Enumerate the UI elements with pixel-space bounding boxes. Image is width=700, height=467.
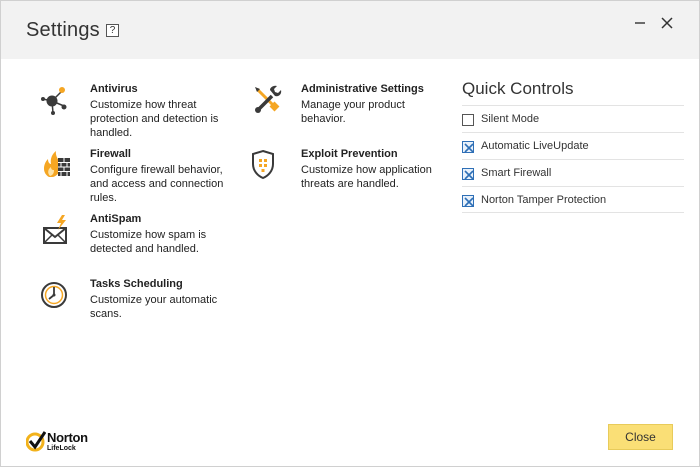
setting-description: Customize how application threats are handled. bbox=[301, 164, 432, 190]
antivirus-icon bbox=[40, 83, 74, 117]
quick-control-automatic-liveupdate[interactable] bbox=[462, 132, 684, 159]
minimize-button[interactable] bbox=[631, 13, 651, 33]
setting-name: AntiSpam bbox=[90, 213, 142, 225]
window-header bbox=[1, 1, 699, 59]
quick-control-silent-mode[interactable] bbox=[462, 105, 684, 132]
minimize-icon bbox=[631, 13, 651, 33]
silent-mode-checkbox[interactable] bbox=[462, 114, 474, 126]
setting-name: Firewall bbox=[90, 148, 131, 160]
quick-control-label: Silent Mode bbox=[481, 113, 540, 125]
setting-name: Exploit Prevention bbox=[301, 148, 398, 160]
tamper-protection-checkbox[interactable] bbox=[462, 195, 474, 207]
check-icon bbox=[463, 142, 475, 154]
page-title: Settings bbox=[26, 19, 100, 41]
quick-controls-list bbox=[462, 105, 684, 213]
setting-name: Antivirus bbox=[90, 83, 138, 95]
norton-checkmark-icon bbox=[26, 430, 46, 454]
setting-name: Tasks Scheduling bbox=[90, 278, 183, 290]
check-icon bbox=[463, 169, 475, 181]
help-button[interactable]: ? bbox=[106, 24, 119, 37]
clock-icon bbox=[40, 278, 74, 312]
brand-name: Norton bbox=[47, 430, 88, 445]
setting-name: Administrative Settings bbox=[301, 83, 424, 95]
quick-control-smart-firewall[interactable] bbox=[462, 159, 684, 186]
close-icon bbox=[657, 13, 677, 33]
setting-description: Customize how threat protection and detection is handled. bbox=[90, 99, 219, 139]
setting-description: Customize your automatic scans. bbox=[90, 294, 218, 320]
shield-icon bbox=[251, 148, 285, 182]
quick-controls-title: Quick Controls bbox=[462, 79, 574, 98]
window-close-button[interactable] bbox=[657, 13, 677, 33]
close-button[interactable]: Close bbox=[608, 424, 673, 450]
quick-control-label: Automatic LiveUpdate bbox=[481, 140, 589, 152]
norton-logo bbox=[26, 430, 101, 456]
setting-description: Configure firewall behavior, and access and connection rules. bbox=[90, 164, 224, 204]
smart-firewall-checkbox[interactable] bbox=[462, 168, 474, 180]
automatic-liveupdate-checkbox[interactable] bbox=[462, 141, 474, 153]
antispam-icon bbox=[40, 213, 74, 247]
brand-subtitle: LifeLock bbox=[47, 445, 76, 452]
setting-description: Customize how spam is detected and handled. bbox=[90, 229, 207, 255]
firewall-icon bbox=[40, 148, 74, 182]
tools-icon bbox=[251, 83, 285, 117]
check-icon bbox=[463, 196, 475, 208]
quick-control-tamper-protection[interactable] bbox=[462, 186, 684, 213]
quick-control-label: Smart Firewall bbox=[481, 167, 552, 179]
setting-description: Manage your product behavior. bbox=[301, 99, 405, 125]
quick-control-label: Norton Tamper Protection bbox=[481, 194, 607, 206]
